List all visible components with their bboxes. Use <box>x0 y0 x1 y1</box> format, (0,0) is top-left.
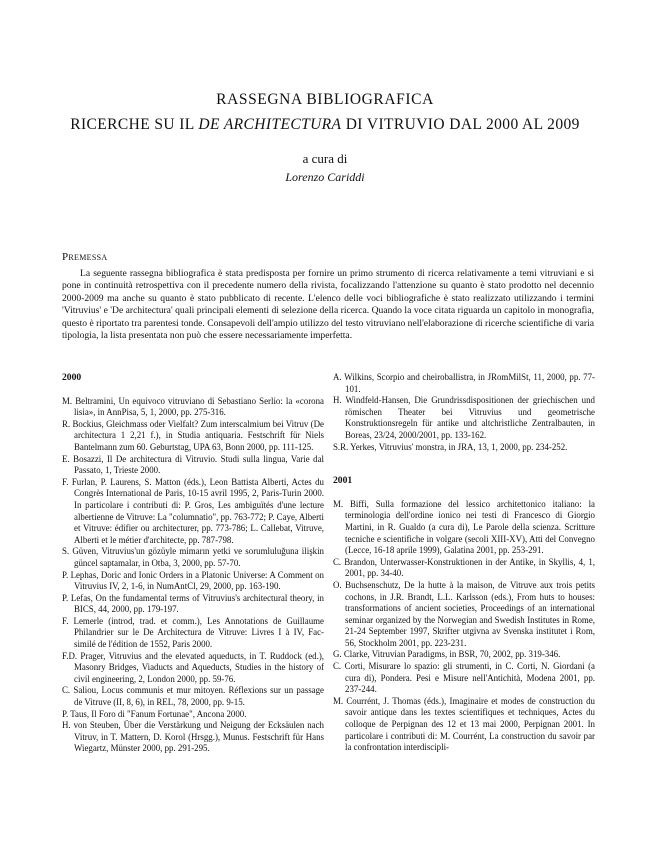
bib-entry: S.R. Yerkes, Vitruvius' monstra, in JRA, 13, 1, 2000, pp. 234-252. <box>333 441 568 452</box>
editor-name: Lorenzo Cariddi <box>285 170 365 184</box>
bib-entry: M. Biffi, Sulla formazione del lessico architettonico italiano: la terminologia dell'ordine ionico nei testi di Francesco di Giorgio Martini, in R. Gualdo (a cura di), Le Parole della scienza. Scritture tecniche e scientifiche in volgare (secoli XIII-XV), Atti del Convegno (Lecce, 16-18 aprile 1999), Galatina 2001, pp. 253-291. <box>333 498 595 556</box>
year-heading-2000: 2000 <box>62 372 82 383</box>
year-heading-2001: 2001 <box>333 475 353 487</box>
bib-entry: H. Windfeld-Hansen, Die Grundrissdispositionen der griechischen und römischen Theater bei Vitruvius und geometrische Konstruktionsregeln für antike und altchristliche Zentralbauten, in Boreas, 23/24, 2000/2001, pp. 133-162. <box>333 395 595 440</box>
bib-entry: C. Corti, Misurare lo spazio: gli strumenti, in C. Corti, N. Giordani (a cura di), Pondera. Pesi e Misure nell'Antichità, Modena 2001, pp. 237-244. <box>333 661 595 695</box>
bib-entry: A. Wilkins, Scorpio and cheiroballistra, in JRomMilSt, 11, 2000, pp. 77-101. <box>333 372 595 394</box>
bib-entry: S. Güven, Vitruvius'un gözüyle mimarın yetki ve sorumluluğuna ilişkin güncel saptamalar, in Otba, 3, 2000, pp. 57-70. <box>62 546 324 568</box>
bib-entry: H. von Steuben, Über die Verstärkung und Neigung der Ecksäulen nach Vitruv, in T. Mattern, D. Korol (Hrsgg.), Munus. Festschrift für Hans Wiegartz, Münster 2000, pp. 291-295. <box>62 720 324 754</box>
right-column <box>333 372 595 754</box>
title-post: DI VITRUVIO DAL 2000 AL 2009 <box>341 116 580 133</box>
page-title <box>0 116 650 134</box>
bib-entry: P. Taus, Il Foro di "Fanum Fortunae", Ancona 2000. <box>62 708 247 719</box>
bib-entry: P. Lefas, On the fundamental terms of Vitruvius's architectural theory, in BICS, 44, 2000, pp. 179-197. <box>62 592 324 615</box>
bib-entry: O. Buchsenschutz, De la hutte à la maison, de Vitruve aux trois petits cochons, in J.R. Brandt, L.L. Karlsson (eds.), From huts to houses: transformations of ancient societies, Proceedings of an international seminar organized by the Norwegian and Swedish Institutes in Rome, 21-24 September 1997, Skrifter utgivna av Svenska institutet i Rom, 56, Stockholm 2001, pp. 223-231. <box>333 579 595 648</box>
title-italic: DE ARCHITECTURA <box>198 116 342 133</box>
title-pre: RICERCHE SU IL <box>70 116 199 133</box>
bib-entry: G. Clarke, Vitruvian Paradigms, in BSR, 70, 2002, pp. 319-346. <box>333 649 561 660</box>
bib-entry: E. Bosazzi, Il De architectura di Vitruvio. Studi sulla lingua, Varie dal Passato, 1, Trieste 2000. <box>62 453 324 476</box>
bib-entry: M. Courrént, J. Thomas (éds.), Imaginaire et modes de construction du savoir antique dans les textes scientifiques et techniques, Actes du colloque de Perpignan des 12 et 13 mai 2000, Perpignan 2001. In particolare i contributi di: M. Courrént, La construction du savoir par la confrontation interdiscipli- <box>333 695 595 753</box>
bib-entry: C. Saliou, Locus communis et mur mitoyen. Réflexions sur un passage de Vitruve (II, 8, 6), in REL, 78, 2000, pp. 9-15. <box>62 685 324 708</box>
bib-entry: F. Furlan, P. Laurens, S. Matton (éds.), Leon Battista Alberti, Actes du Congrès International de Paris, 10-15 avril 1995, 2, Paris-Turin 2000. In particolare i contributi di: P. Gros, Les ambiguïtés d'une lecture albertienne de Vitruve: La "columnatio", pp. 763-772; P. Caye, Alberti et Vitruve: édifier ou architecturer, pp. 773-786; L. Callebat, Vitruve, Alberti et le métier d'architecte, pp. 787-798. <box>62 476 324 545</box>
bib-entry: F.D. Prager, Vitruvius and the elevated aqueducts, in T. Ruddock (ed.), Masonry Bridges, Viaducts and Aqueducts, Studies in the history of civil engineering, 2, London 2000, pp. 59-76. <box>62 650 324 684</box>
bib-entry: P. Lephas, Doric and Ionic Orders in a Platonic Universe: A Comment on Vitruvius IV, 2, 1-6, in NumAntCl, 29, 2000, pp. 163-190. <box>62 569 324 592</box>
bib-entry: F. Lemerle (introd, trad. et comm.), Les Annotations de Guillaume Philandrier sur le De Architectura de Vitruve: Livres I à IV, Fac-similé de l'édition de 1552, Paris 2000. <box>62 615 324 650</box>
bib-entry: R. Bockius, Gleichmass oder Vielfalt? Zum interscalmium bei Vitruv (De architectura 1 2,21 f.), in Studia antiquaria. Festschrift für Niels Bantelmann zum 60. Geburtstag, UPA 63, Bonn 2000, pp. 111-125. <box>62 418 324 452</box>
bib-entry: C. Brandon, Unterwasser-Konstruktionen in der Antike, in Skyllis, 4, 1, 2001, pp. 34-40. <box>333 556 595 579</box>
section-kicker: RASSEGNA BIBLIOGRAFICA <box>216 91 434 108</box>
bib-entry: M. Beltramini, Un equivoco vitruviano di Sebastiano Serlio: la «corona lisia», in AnnPisa, 5, 1, 2000, pp. 275-316. <box>62 395 324 418</box>
left-column <box>62 372 324 755</box>
premessa-text: La seguente rassegna bibliografica è stata predisposta per fornire un primo strumento di ricerca relativamente a temi vitruviani e si pone in continuità retrospettiva con il precedente numero della rivista, focalizzando l'attenzione su quanto è stato prodotto nel decennio 2000-2009 ma anche su quanto è stato pubblicato di recente. L'elenco delle voci bibliografiche è stato realizzato utilizzando i termini 'Vitruvius' e 'De architectura' quali principali elementi di selezione della ricerca. Quando la voce citata riguarda un capitolo in monografia, questo è riportato tra parentesi tonde. Consapevoli dell'ampio utilizzo del testo vitruviano nell'elaborazione di ricerche scientifiche di varia tipologia, la lista presentata non può che essere necessariamente imperfetta. <box>62 268 594 342</box>
premessa-heading: Premessa <box>62 251 108 263</box>
curated-by-label: a cura di <box>302 151 348 166</box>
